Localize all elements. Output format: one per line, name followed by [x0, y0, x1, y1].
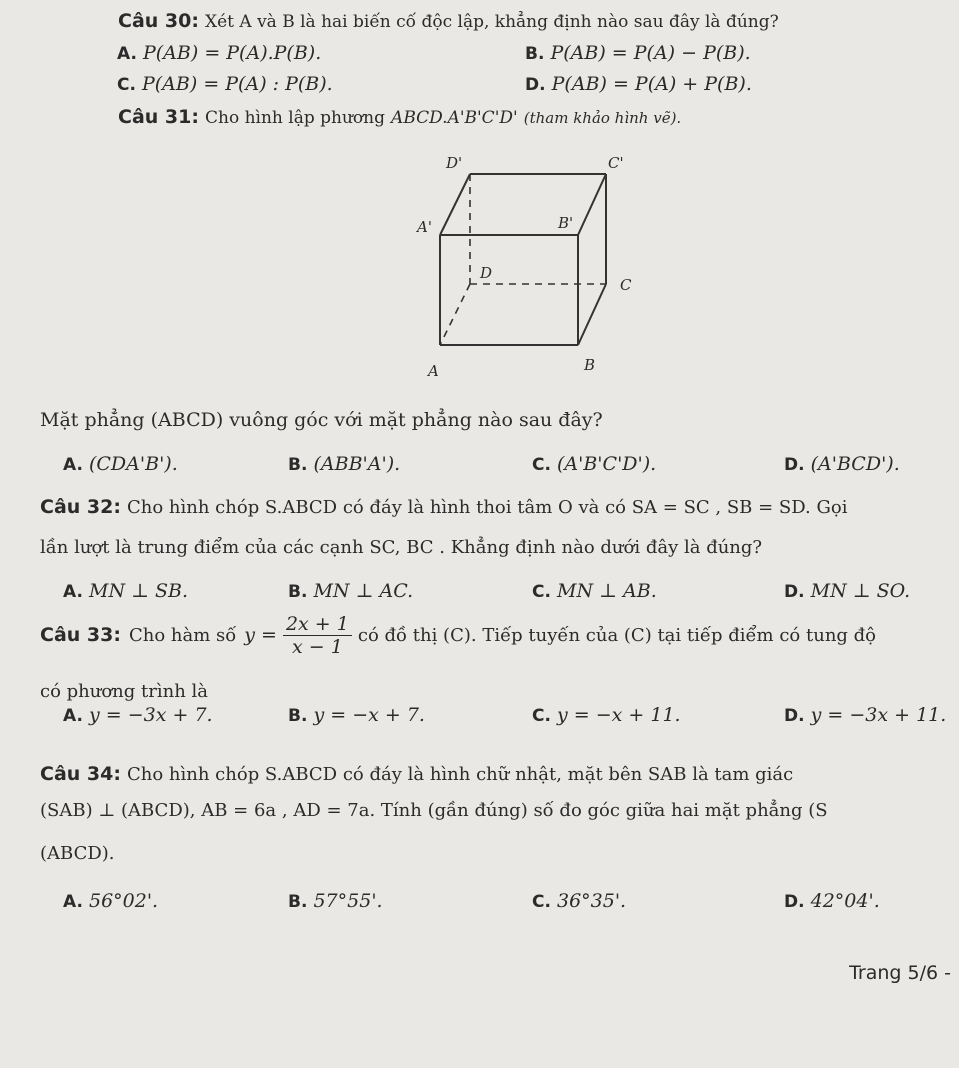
q30-label: Câu 30:: [118, 10, 199, 32]
edge-bp-cp: [578, 174, 606, 235]
label-d: D: [480, 264, 493, 282]
q34-option-b[interactable]: [288, 890, 383, 912]
q32-option-a-letter: A.: [63, 582, 83, 602]
q34-option-a-letter: A.: [63, 892, 83, 912]
q32-option-c[interactable]: [532, 580, 657, 602]
q30-option-b-letter: B.: [525, 44, 545, 64]
q32-option-d[interactable]: [784, 580, 910, 602]
q33-pre: Cho hàm số: [128, 624, 237, 646]
label-cp: C': [608, 154, 624, 172]
q34-line1: [40, 763, 793, 785]
q31-option-c-letter: C.: [532, 455, 551, 475]
q33-y-eq: y =: [244, 624, 277, 646]
q34-option-b-text: 57°55'.: [313, 890, 383, 912]
q34-option-d[interactable]: [784, 890, 880, 912]
q33-option-c-text: y = −x + 11.: [556, 704, 681, 726]
q32-option-d-letter: D.: [784, 582, 805, 602]
q32-line2: lần lượt là trung điểm của các cạnh SC, BC . Khẳng định nào dưới đây là đúng?: [40, 537, 763, 558]
q31-option-a[interactable]: [63, 453, 178, 475]
q33-option-d-letter: D.: [784, 706, 805, 726]
q32-option-c-text: MN ⊥ AB.: [556, 580, 657, 602]
q34-option-d-letter: D.: [784, 892, 805, 912]
q31-option-c-text: (A'B'C'D').: [556, 453, 657, 475]
q31-option-d-text: (A'BCD').: [810, 453, 900, 475]
q31-stem-math: ABCD.A'B'C'D': [391, 108, 518, 128]
q30-option-c-text: P(AB) = P(A) : P(B).: [141, 73, 333, 95]
q34-option-c-letter: C.: [532, 892, 551, 912]
q31-stem-tail: (tham khảo hình vẽ).: [523, 109, 682, 127]
q32-option-a[interactable]: [63, 580, 188, 602]
q31-option-a-text: (CDA'B').: [88, 453, 178, 475]
q31-stem: Cho hình lập phương: [205, 108, 385, 128]
q32-option-d-text: MN ⊥ SO.: [810, 580, 911, 602]
q33-line1: [40, 612, 876, 658]
label-bp: B': [558, 214, 574, 232]
q31-option-b-text: (ABB'A').: [313, 453, 401, 475]
label-b: B: [584, 356, 596, 374]
q33-label: Câu 33:: [40, 624, 121, 646]
q31-option-b[interactable]: [288, 453, 400, 475]
q34-line2: (SAB) ⊥ (ABCD), AB = 6a , AD = 7a. Tính (gần đúng) số đo góc giữa hai mặt phẳng (S: [40, 800, 828, 821]
label-c: C: [620, 276, 632, 294]
label-dp: D': [446, 154, 463, 172]
q30-option-a[interactable]: [117, 42, 321, 64]
edge-ap-dp: [440, 174, 470, 235]
q31-option-b-letter: B.: [288, 455, 308, 475]
q33-numerator: 2x + 1: [283, 613, 352, 636]
q33-option-b-letter: B.: [288, 706, 308, 726]
q31-label: Câu 31:: [118, 106, 199, 128]
q30-option-c[interactable]: [117, 73, 333, 95]
q34-option-c[interactable]: [532, 890, 626, 912]
q31-option-a-letter: A.: [63, 455, 83, 475]
q34-line1-text: Cho hình chóp S.ABCD có đáy là hình chữ nhật, mặt bên SAB là tam giác: [127, 764, 794, 785]
q34-option-d-text: 42°04'.: [810, 890, 880, 912]
q30-option-d-letter: D.: [525, 75, 546, 95]
q33-option-d-text: y = −3x + 11.: [810, 704, 947, 726]
q30-option-a-text: P(AB) = P(A).P(B).: [142, 42, 322, 64]
q34-option-c-text: 36°35'.: [556, 890, 627, 912]
q34-option-a-text: 56°02'.: [88, 890, 159, 912]
q33-line2: có phương trình là: [40, 681, 209, 702]
q32-line1: [40, 496, 847, 518]
q31-option-c[interactable]: [532, 453, 656, 475]
q33-post: có đồ thị (C). Tiếp tuyến của (C) tại tiếp điểm có tung độ: [357, 624, 877, 646]
page-footer: Trang 5/6 -: [849, 962, 951, 984]
q32-label: Câu 32:: [40, 496, 121, 518]
q34-option-a[interactable]: [63, 890, 158, 912]
q33-option-a[interactable]: [63, 704, 213, 726]
q33-option-c[interactable]: [532, 704, 681, 726]
q33-option-b[interactable]: [288, 704, 425, 726]
q31-stem-line: [118, 106, 681, 128]
q30-option-b[interactable]: [525, 42, 751, 64]
q30-option-b-text: P(AB) = P(A) − P(B).: [550, 42, 751, 64]
q33-fraction: [283, 613, 352, 658]
q33-option-c-letter: C.: [532, 706, 551, 726]
hidden-edge-d-a: [440, 284, 470, 345]
q32-option-a-text: MN ⊥ SB.: [88, 580, 189, 602]
q32-option-c-letter: C.: [532, 582, 551, 602]
q32-line1-text: Cho hình chóp S.ABCD có đáy là hình thoi tâm O và có SA = SC , SB = SD. Gọi: [127, 497, 848, 518]
q33-option-d[interactable]: [784, 704, 946, 726]
q34-line3: (ABCD).: [40, 843, 115, 864]
q32-option-b-text: MN ⊥ AC.: [313, 580, 414, 602]
q31-option-d-letter: D.: [784, 455, 805, 475]
q30-option-d[interactable]: [525, 73, 752, 95]
q30-option-a-letter: A.: [117, 44, 137, 64]
label-a: A: [428, 362, 439, 380]
q30-stem-line: [118, 10, 779, 32]
q32-option-b[interactable]: [288, 580, 413, 602]
q33-option-a-letter: A.: [63, 706, 83, 726]
q31-question: Mặt phẳng (ABCD) vuông góc với mặt phẳng nào sau đây?: [40, 409, 603, 431]
q33-option-a-text: y = −3x + 7.: [88, 704, 213, 726]
q33-denominator: x − 1: [292, 635, 343, 658]
q30-option-d-text: P(AB) = P(A) + P(B).: [551, 73, 752, 95]
q32-option-b-letter: B.: [288, 582, 308, 602]
edge-b-c: [578, 284, 606, 345]
q30-option-c-letter: C.: [117, 75, 136, 95]
q31-option-d[interactable]: [784, 453, 900, 475]
q33-option-b-text: y = −x + 7.: [313, 704, 425, 726]
q30-stem: Xét A và B là hai biến cố độc lập, khẳng định nào sau đây là đúng?: [205, 12, 779, 32]
q34-option-b-letter: B.: [288, 892, 308, 912]
label-ap: A': [417, 218, 432, 236]
q34-label: Câu 34:: [40, 763, 121, 785]
